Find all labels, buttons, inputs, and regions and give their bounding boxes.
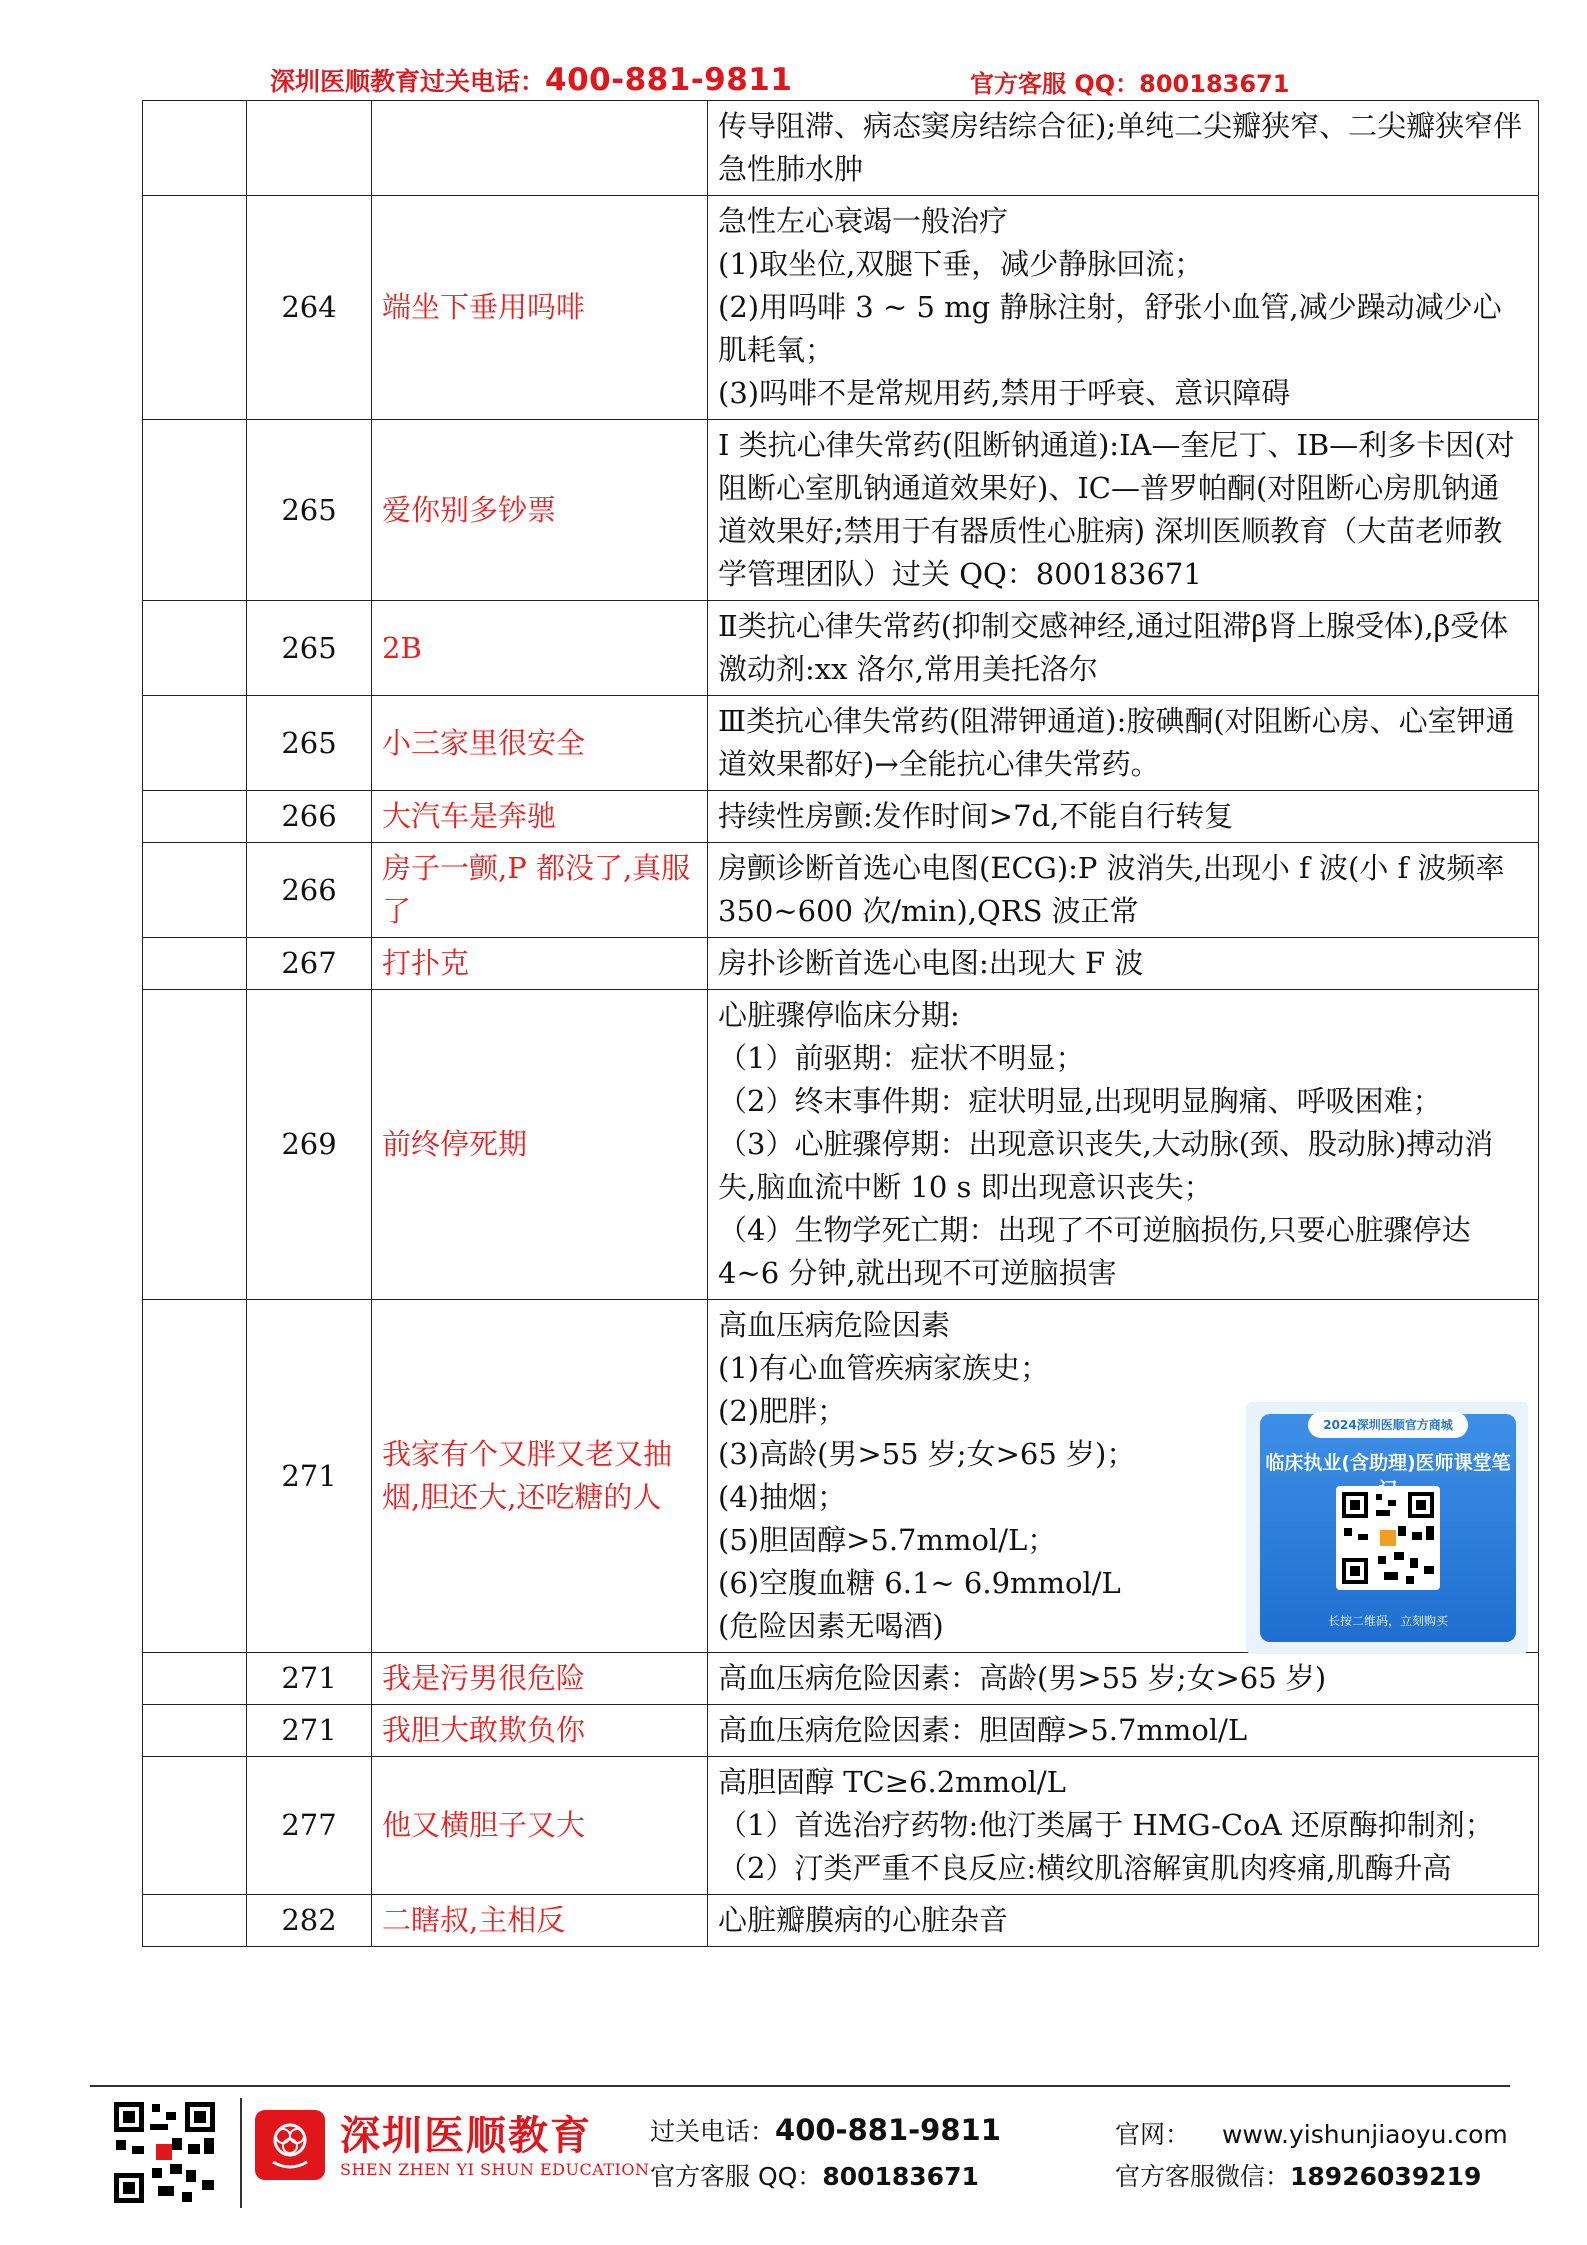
footer-qr-code-icon[interactable] <box>112 2100 217 2205</box>
page-number-cell: 266 <box>247 791 372 843</box>
mnemonic-cell: 我家有个又胖又老又抽烟,胆还大,还吃糖的人 <box>372 1300 708 1653</box>
page-number-cell: 265 <box>247 420 372 601</box>
margin-cell <box>143 791 247 843</box>
content-line: （4）生物学死亡期：出现了不可逆脑损伤,只要心脏骤停达 4~6 分钟,就出现不可逆脑损害 <box>718 1213 1471 1290</box>
footer-wechat-label: 官方客服微信： <box>1115 2162 1291 2191</box>
content-line: 房颤诊断首选心电图(ECG):P 波消失,出现小 f 波(小 f 波频率 350~600 次/min),QRS 波正常 <box>718 851 1505 928</box>
brand-name: 深圳医顺教育 <box>340 2113 592 2159</box>
header-qq: 官方客服 QQ：800183671 <box>970 70 1290 98</box>
content-line: 高血压病危险因素：高龄(男>55 岁;女>65 岁) <box>718 1661 1327 1695</box>
content-line: 高血压病危险因素 <box>718 1308 951 1342</box>
page-number-cell: 269 <box>247 990 372 1300</box>
table-row <box>143 1757 1539 1895</box>
content-line: (2)用吗啡 3 ~ 5 mg 静脉注射，舒张小血管,减少躁动减少心肌耗氧； <box>718 290 1502 367</box>
page-number-cell: 264 <box>247 196 372 420</box>
content-line: (1)取坐位,双腿下垂，减少静脉回流； <box>718 247 1204 281</box>
content-line: (4)抽烟； <box>718 1480 847 1514</box>
table-row <box>143 791 1539 843</box>
content-line: 传导阻滞、病态窦房结综合征);单纯二尖瓣狭窄、二尖瓣狭窄伴急性肺水肿 <box>718 109 1523 186</box>
margin-cell <box>143 601 247 696</box>
margin-cell <box>143 938 247 990</box>
mnemonic-cell: 小三家里很安全 <box>372 696 708 791</box>
content-cell <box>708 938 1539 990</box>
page-header <box>270 58 1350 98</box>
header-phone-label: 深圳医顺教育过关电话： <box>270 67 546 96</box>
margin-cell <box>143 990 247 1300</box>
footer-phone <box>650 2112 1001 2148</box>
mnemonic-cell: 2B <box>372 601 708 696</box>
content-cell <box>708 843 1539 938</box>
margin-cell <box>143 101 247 196</box>
content-line: 持续性房颤:发作时间>7d,不能自行转复 <box>718 799 1234 833</box>
content-line: (3)高龄(男>55 岁;女>65 岁)； <box>718 1437 1136 1471</box>
table-row <box>143 196 1539 420</box>
table-row <box>143 696 1539 791</box>
content-line: （2）终末事件期：症状明显,出现明显胸痛、呼吸困难； <box>718 1084 1442 1118</box>
content-line: 心脏瓣膜病的心脏杂音 <box>718 1903 1009 1937</box>
margin-cell <box>143 843 247 938</box>
content-cell <box>708 1895 1539 1947</box>
mnemonic-cell: 爱你别多钞票 <box>372 420 708 601</box>
table-row <box>143 843 1539 938</box>
footer-qq-number: 800183671 <box>822 2162 979 2191</box>
brand-logo-icon <box>255 2110 325 2180</box>
content-line: (3)吗啡不是常规用药,禁用于呼衰、意识障碍 <box>718 376 1291 410</box>
content-cell <box>708 601 1539 696</box>
mnemonic-cell: 他又横胆子又大 <box>372 1757 708 1895</box>
content-cell <box>708 1757 1539 1895</box>
footer-website-label: 官网： <box>1115 2120 1191 2149</box>
page-number-cell: 271 <box>247 1300 372 1653</box>
notes-table <box>142 100 1539 1947</box>
content-line: (1)有心血管疾病家族史； <box>718 1351 1050 1385</box>
content-line: （2）汀类严重不良反应:横纹肌溶解寅肌肉疼痛,肌酶升高 <box>718 1851 1452 1885</box>
margin-cell <box>143 1895 247 1947</box>
content-cell <box>708 1705 1539 1757</box>
margin-cell <box>143 1757 247 1895</box>
promo-card-inner <box>1260 1414 1516 1642</box>
page-number-cell: 266 <box>247 843 372 938</box>
content-line: 房扑诊断首选心电图:出现大 F 波 <box>718 946 1144 980</box>
content-cell <box>708 791 1539 843</box>
table-row <box>143 1705 1539 1757</box>
brand-name-english: SHEN ZHEN YI SHUN EDUCATION <box>340 2160 650 2179</box>
mnemonic-cell: 端坐下垂用吗啡 <box>372 196 708 420</box>
content-cell <box>708 420 1539 601</box>
content-line: 高胆固醇 TC≥6.2mmol/L <box>718 1765 1066 1799</box>
content-line: （3）心脏骤停期：出现意识丧失,大动脉(颈、股动脉)搏动消失,脑血流中断 10 s 即出现意识丧失； <box>718 1127 1494 1204</box>
promo-card[interactable] <box>1246 1402 1528 1654</box>
header-phone-number: 400-881-9811 <box>545 62 793 98</box>
footer-vertical-divider <box>240 2098 242 2208</box>
page-number-cell: 265 <box>247 601 372 696</box>
table-row <box>143 1653 1539 1705</box>
table-row <box>143 601 1539 696</box>
page-number-cell: 282 <box>247 1895 372 1947</box>
margin-cell <box>143 1705 247 1757</box>
margin-cell <box>143 696 247 791</box>
content-line: (5)胆固醇>5.7mmol/L； <box>718 1523 1057 1557</box>
table-row <box>143 990 1539 1300</box>
promo-subtitle: 长按二维码，立刻购买 <box>1327 1614 1448 1628</box>
footer-divider-line <box>90 2085 1510 2087</box>
mnemonic-cell: 前终停死期 <box>372 990 708 1300</box>
content-line: I 类抗心律失常药(阻断钠通道):IA—奎尼丁、IB—利多卡因(对阻断心室肌钠通道效果好)、IC—普罗帕酮(对阻断心房肌钠通道效果好;禁用于有器质性心脏病) 深圳医顺教育（大苗老师教学管理团队）过关 QQ：800183671 <box>718 428 1515 591</box>
content-cell <box>708 696 1539 791</box>
page-number-cell: 277 <box>247 1757 372 1895</box>
content-line: 心脏骤停临床分期: <box>718 998 960 1032</box>
page-number-cell: 271 <box>247 1653 372 1705</box>
footer-website-url[interactable]: www.yishunjiaoyu.com <box>1221 2120 1508 2149</box>
content-line: (6)空腹血糖 6.1~ 6.9mmol/L <box>718 1566 1121 1600</box>
margin-cell <box>143 1653 247 1705</box>
footer-qq-label: 官方客服 QQ： <box>650 2162 823 2191</box>
content-line: (2)肥胖； <box>718 1394 847 1428</box>
header-phone <box>270 62 792 98</box>
mnemonic-cell <box>372 101 708 196</box>
mnemonic-cell: 二瞎叔,主相反 <box>372 1895 708 1947</box>
qr-code-icon[interactable] <box>1336 1486 1440 1590</box>
mnemonic-cell: 大汽车是奔驰 <box>372 791 708 843</box>
table-row <box>143 101 1539 196</box>
content-line: Ⅱ类抗心律失常药(抑制交感神经,通过阻滞β肾上腺受体),β受体激动剂:xx 洛尔,常用美托洛尔 <box>718 609 1509 686</box>
content-line: （1）首选治疗药物:他汀类属于 HMG-CoA 还原酶抑制剂； <box>718 1808 1494 1842</box>
page-number-cell: 271 <box>247 1705 372 1757</box>
footer-phone-number: 400-881-9811 <box>775 2113 1001 2147</box>
promo-title: 临床执业(含助理)医师课堂笔 <box>1265 1452 1511 1474</box>
margin-cell <box>143 1300 247 1653</box>
content-cell <box>708 101 1539 196</box>
content-cell <box>708 1653 1539 1705</box>
content-line: （1）前驱期：症状不明显； <box>718 1041 1085 1075</box>
mnemonic-cell: 我是污男很危险 <box>372 1653 708 1705</box>
content-cell <box>708 990 1539 1300</box>
content-line: (危险因素无喝酒) <box>718 1609 944 1643</box>
footer-qq <box>650 2157 979 2193</box>
content-line: Ⅲ类抗心律失常药(阻滞钾通道):胺碘酮(对阻断心房、心室钾通道效果都好)→全能抗心律失常药。 <box>718 704 1515 781</box>
content-cell <box>708 196 1539 420</box>
page-number-cell: 267 <box>247 938 372 990</box>
content-line: 急性左心衰竭一般治疗 <box>718 204 1009 238</box>
footer-phone-label: 过关电话： <box>650 2117 776 2146</box>
table-row <box>143 1895 1539 1947</box>
table-row <box>143 938 1539 990</box>
promo-banner: 2024深圳医顺官方商城 <box>1308 1412 1468 1438</box>
mnemonic-cell: 我胆大敢欺负你 <box>372 1705 708 1757</box>
table-row <box>143 420 1539 601</box>
footer-wechat <box>1115 2157 1481 2193</box>
margin-cell <box>143 196 247 420</box>
footer-website <box>1115 2115 1508 2151</box>
content-line: 高血压病危险因素：胆固醇>5.7mmol/L <box>718 1713 1248 1747</box>
mnemonic-cell: 打扑克 <box>372 938 708 990</box>
page-number-cell <box>247 101 372 196</box>
page-number-cell: 265 <box>247 696 372 791</box>
footer-wechat-number: 18926039219 <box>1290 2162 1482 2191</box>
margin-cell <box>143 420 247 601</box>
mnemonic-cell: 房子一颤,P 都没了,真服了 <box>372 843 708 938</box>
